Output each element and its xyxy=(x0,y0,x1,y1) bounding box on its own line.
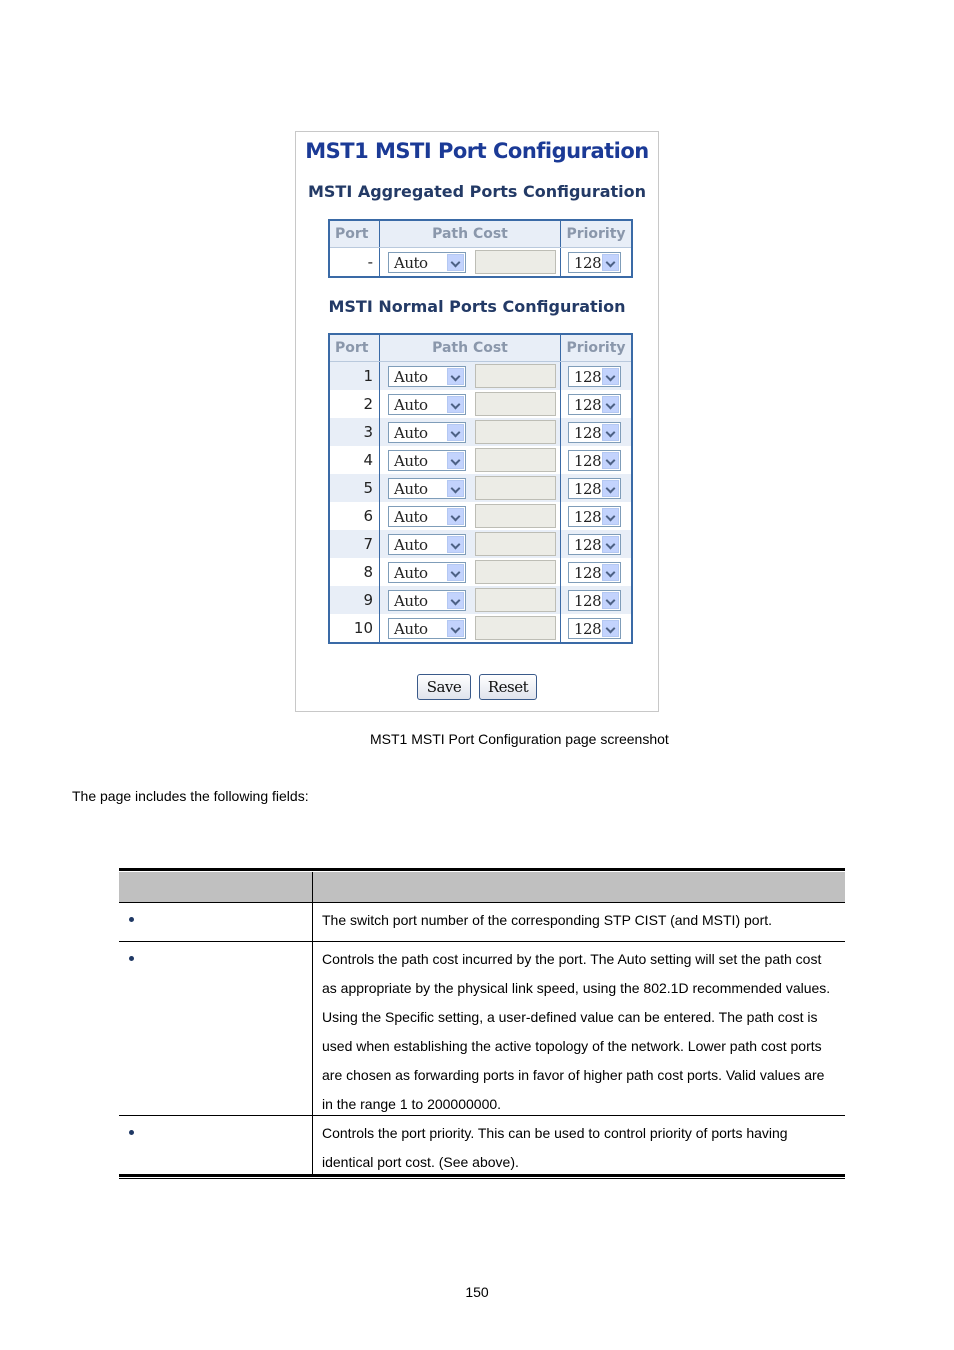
chevron-down-icon xyxy=(602,452,619,469)
port-header: Port xyxy=(329,334,380,362)
path-cost-mode-select[interactable]: Auto xyxy=(388,590,466,611)
chevron-down-icon xyxy=(447,536,464,553)
priority-select[interactable]: 128 xyxy=(568,422,621,443)
field-description: Controls the port priority. This can be used to control priority of ports having identical port cost. (See above). xyxy=(322,1125,788,1170)
table-row xyxy=(329,362,632,391)
page-number: 150 xyxy=(465,1284,489,1300)
path-cost-input[interactable] xyxy=(475,504,556,528)
field-description: The switch port number of the corresponding STP CIST (and MSTI) port. xyxy=(322,912,773,928)
path-cost-input[interactable] xyxy=(475,532,556,556)
priority-select[interactable]: 128 xyxy=(568,478,621,499)
table-row xyxy=(329,558,632,586)
priority-select[interactable]: 128 xyxy=(568,590,621,611)
chevron-down-icon xyxy=(447,620,464,637)
table-row xyxy=(329,502,632,530)
path-cost-input[interactable] xyxy=(475,476,556,500)
path-cost-mode-select[interactable]: Auto xyxy=(388,252,466,273)
chevron-down-icon xyxy=(602,508,619,525)
priority-select[interactable]: 128 xyxy=(568,252,621,273)
path-cost-mode-select[interactable]: Auto xyxy=(388,562,466,583)
chevron-down-icon xyxy=(602,536,619,553)
path-cost-input[interactable] xyxy=(475,250,556,274)
path-cost-input[interactable] xyxy=(475,420,556,444)
path-cost-mode-select[interactable]: Auto xyxy=(388,366,466,387)
bullet-icon xyxy=(129,1130,134,1135)
chevron-down-icon xyxy=(602,592,619,609)
port-number: 4 xyxy=(329,446,380,474)
priority-header: Priority xyxy=(561,220,633,248)
figure-caption: MST1 MSTI Port Configuration page screenshot xyxy=(370,731,669,747)
path-cost-input[interactable] xyxy=(475,364,556,388)
chevron-down-icon xyxy=(447,396,464,413)
table-row xyxy=(329,390,632,418)
table-row xyxy=(329,446,632,474)
chevron-down-icon xyxy=(447,452,464,469)
path-cost-input[interactable] xyxy=(475,392,556,416)
chevron-down-icon xyxy=(447,508,464,525)
table-row xyxy=(329,248,632,278)
chevron-down-icon xyxy=(602,254,619,271)
table-row xyxy=(329,474,632,502)
field-description: Controls the path cost incurred by the port. The Auto setting will set the path cost as appropriate by the physical link speed, using the 802.1D recommended values. Using the Specific setting, a user-defined value can be entered. The path cost is used when establishing the active topology of the network. Lower path cost ports are chosen as forwarding ports in favor of higher path cost ports. Valid values are in the range 1 to 200000000. xyxy=(322,951,831,1112)
bullet-icon xyxy=(129,956,134,961)
port-number: 7 xyxy=(329,530,380,558)
chevron-down-icon xyxy=(602,368,619,385)
port-number: 9 xyxy=(329,586,380,614)
priority-select[interactable]: 128 xyxy=(568,562,621,583)
path-cost-mode-select[interactable]: Auto xyxy=(388,506,466,527)
path-cost-mode-select[interactable]: Auto xyxy=(388,618,466,639)
aggregated-ports-table xyxy=(328,219,633,278)
port-number: 5 xyxy=(329,474,380,502)
port-number: 8 xyxy=(329,558,380,586)
chevron-down-icon xyxy=(447,424,464,441)
intro-text: The page includes the following fields: xyxy=(72,788,309,804)
save-button[interactable]: Save xyxy=(417,674,471,700)
path-cost-mode-select[interactable]: Auto xyxy=(388,422,466,443)
normal-ports-table xyxy=(328,333,633,644)
table-row xyxy=(329,614,632,643)
path-cost-mode-select[interactable]: Auto xyxy=(388,478,466,499)
path-cost-mode-select[interactable]: Auto xyxy=(388,534,466,555)
priority-header: Priority xyxy=(561,334,633,362)
path-cost-input[interactable] xyxy=(475,588,556,612)
chevron-down-icon xyxy=(447,254,464,271)
table-top-rule xyxy=(119,868,845,871)
table-row xyxy=(329,530,632,558)
port-number: - xyxy=(329,248,380,278)
port-number: 1 xyxy=(329,362,380,391)
table-row xyxy=(119,903,845,942)
aggregated-heading: MSTI Aggregated Ports Configuration xyxy=(307,182,647,201)
chevron-down-icon xyxy=(602,620,619,637)
priority-select[interactable]: 128 xyxy=(568,450,621,471)
path-cost-mode-select[interactable]: Auto xyxy=(388,394,466,415)
page-title: MST1 MSTI Port Configuration xyxy=(305,139,649,163)
port-number: 2 xyxy=(329,390,380,418)
table-bottom-rule xyxy=(119,1174,845,1177)
path-cost-header: Path Cost xyxy=(380,334,561,362)
port-number: 10 xyxy=(329,614,380,643)
chevron-down-icon xyxy=(447,592,464,609)
path-cost-mode-select[interactable]: Auto xyxy=(388,450,466,471)
port-number: 6 xyxy=(329,502,380,530)
chevron-down-icon xyxy=(447,564,464,581)
port-header: Port xyxy=(329,220,380,248)
table-row xyxy=(329,586,632,614)
table-row xyxy=(119,942,845,1116)
priority-select[interactable]: 128 xyxy=(568,618,621,639)
path-cost-input[interactable] xyxy=(475,616,556,640)
table-header xyxy=(119,872,845,903)
chevron-down-icon xyxy=(602,424,619,441)
bullet-icon xyxy=(129,917,134,922)
reset-button[interactable]: Reset xyxy=(479,674,537,700)
priority-select[interactable]: 128 xyxy=(568,394,621,415)
priority-select[interactable]: 128 xyxy=(568,506,621,527)
path-cost-header: Path Cost xyxy=(380,220,561,248)
path-cost-input[interactable] xyxy=(475,560,556,584)
table-row xyxy=(329,418,632,446)
chevron-down-icon xyxy=(602,564,619,581)
chevron-down-icon xyxy=(447,368,464,385)
config-screenshot xyxy=(295,131,659,712)
table-row xyxy=(119,1116,845,1174)
chevron-down-icon xyxy=(602,480,619,497)
path-cost-input[interactable] xyxy=(475,448,556,472)
chevron-down-icon xyxy=(447,480,464,497)
priority-select[interactable]: 128 xyxy=(568,534,621,555)
normal-heading: MSTI Normal Ports Configuration xyxy=(328,297,626,316)
priority-select[interactable]: 128 xyxy=(568,366,621,387)
port-number: 3 xyxy=(329,418,380,446)
chevron-down-icon xyxy=(602,396,619,413)
